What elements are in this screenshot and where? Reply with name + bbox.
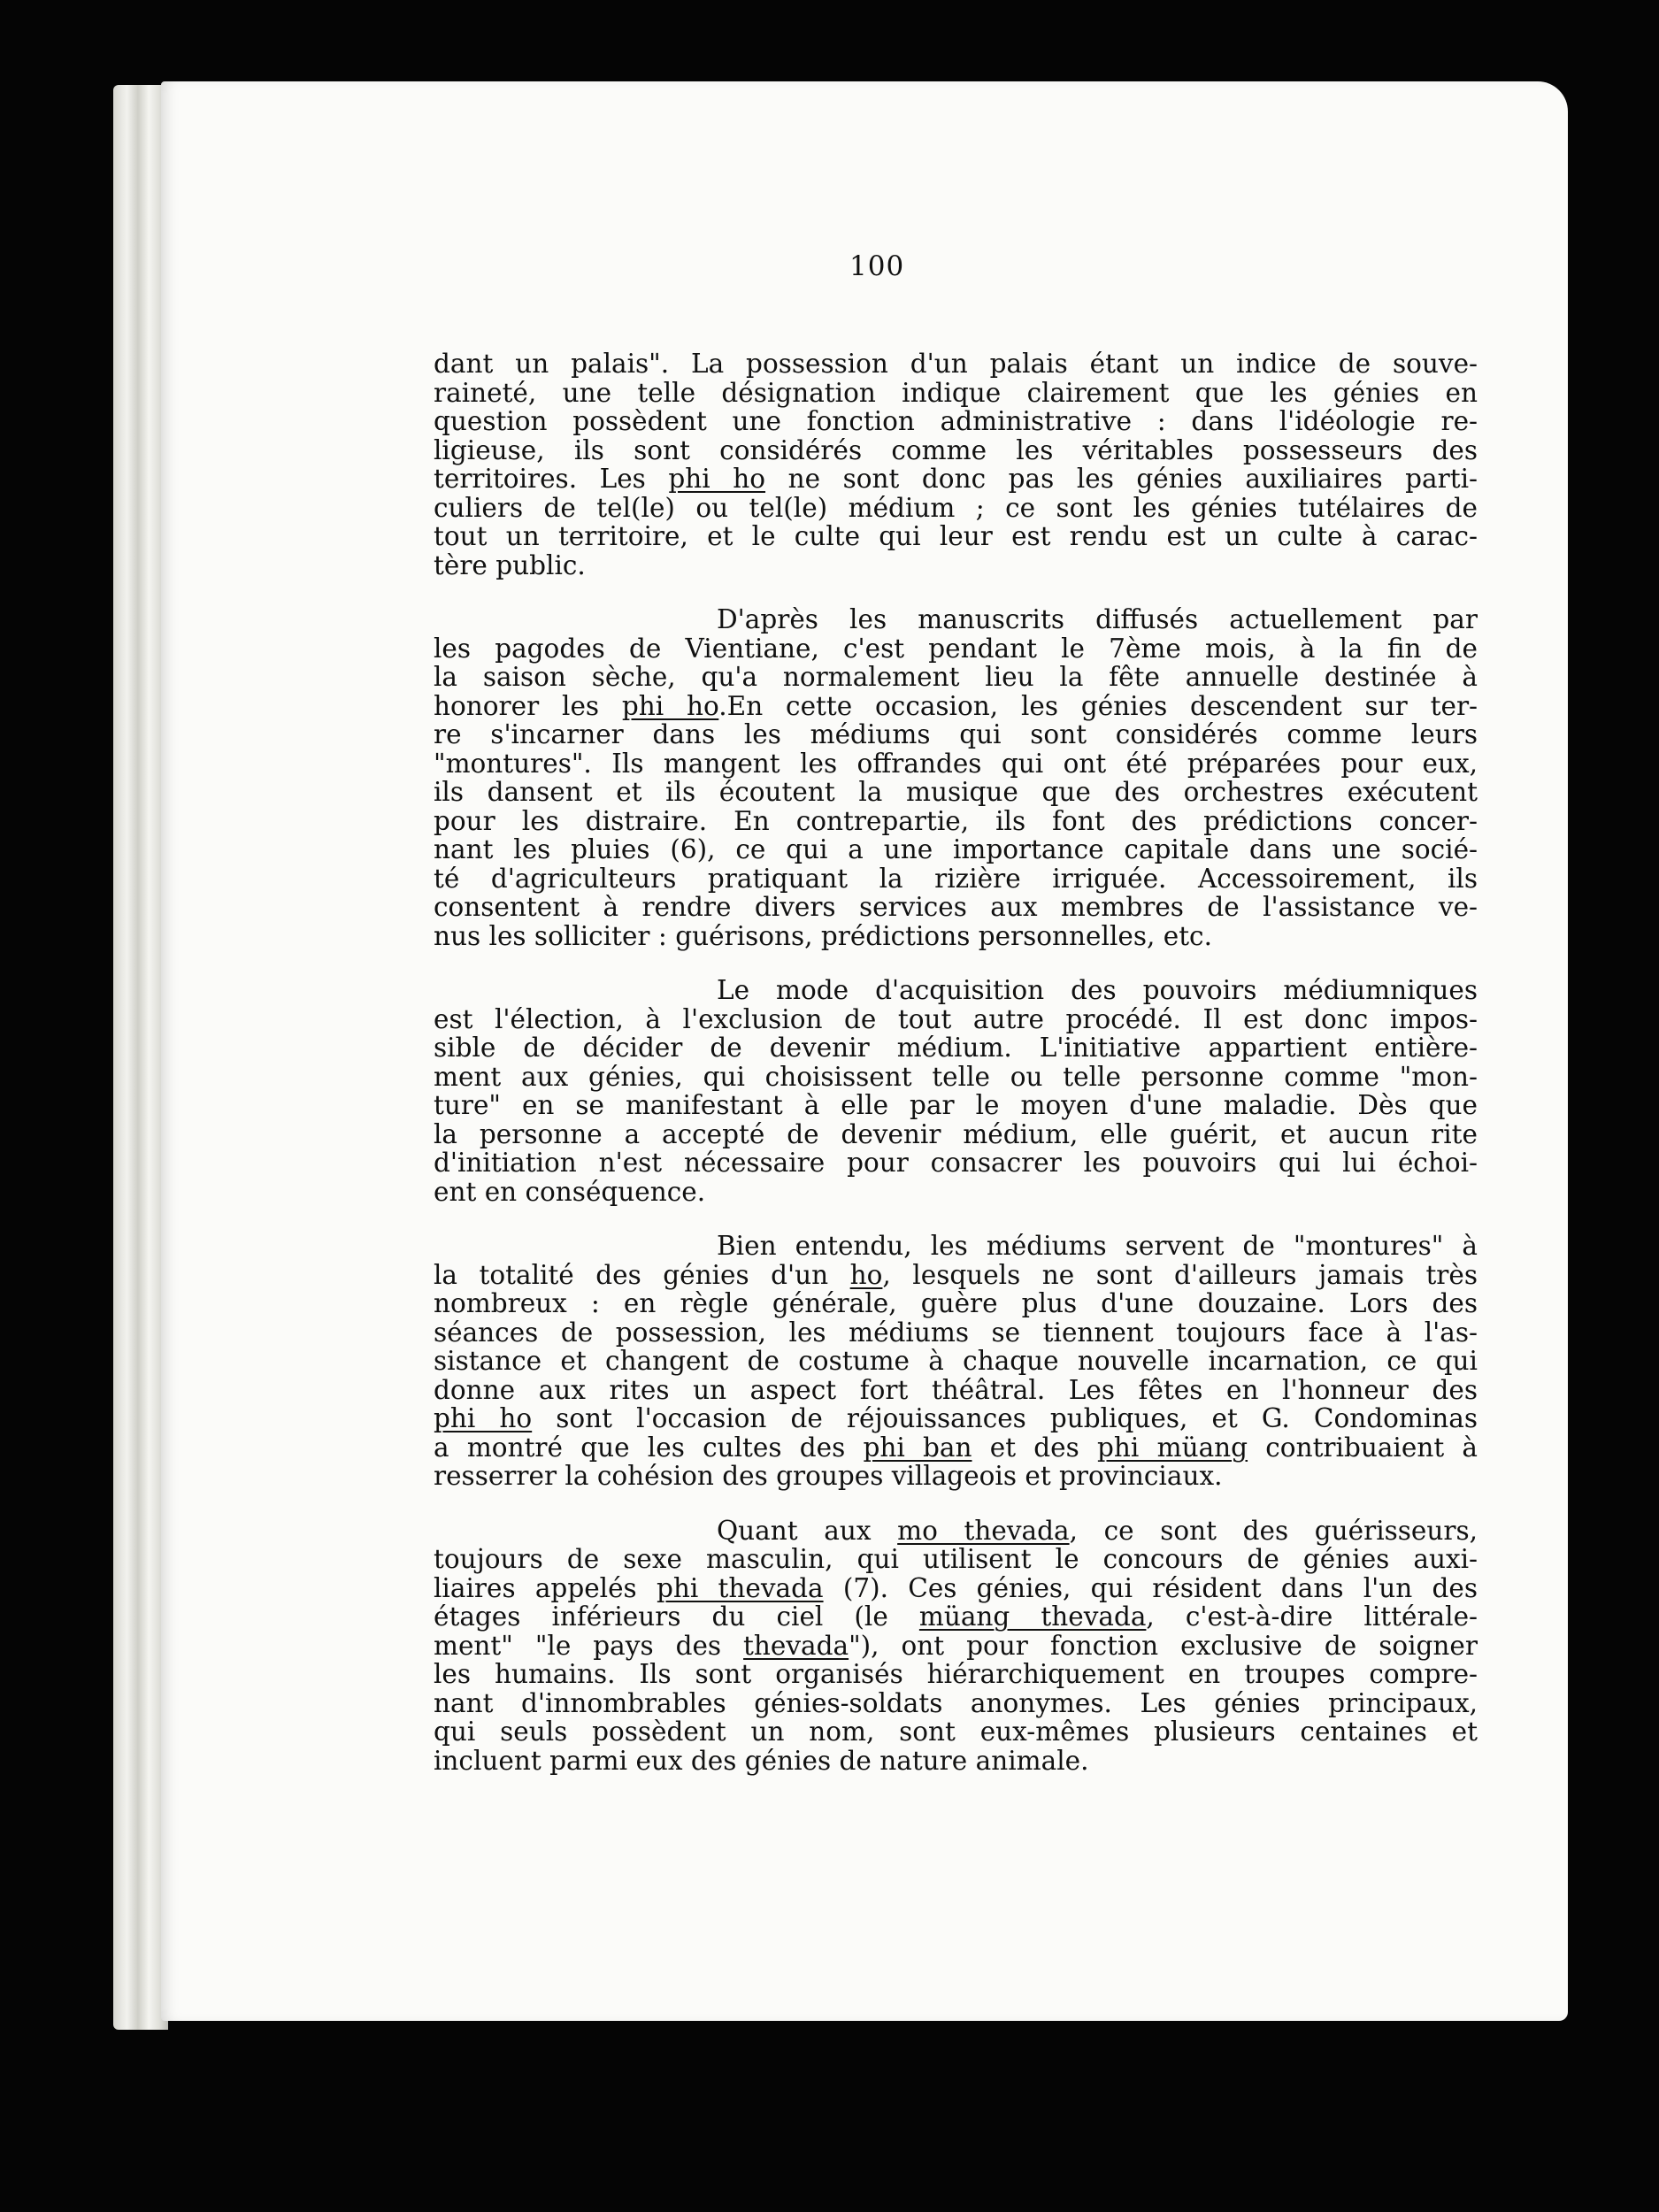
text-line: séances de possession, les médiums se tiennent toujours face à l'as-: [434, 1317, 1478, 1348]
text-line: nus les solliciter : guérisons, prédictions personnelles, etc.: [434, 920, 1212, 951]
text-line: toujours de sexe masculin, qui utilisent le concours de génies auxi-: [434, 1544, 1478, 1574]
page-number: 100: [849, 250, 905, 282]
text-line: ligieuse, ils sont considérés comme les véritables possesseurs des: [434, 434, 1478, 465]
text-line: honorer les phi ho.En cette occasion, les génies descendent sur ter-: [434, 690, 1479, 721]
text-line: tère public.: [434, 549, 586, 580]
text-line: resserrer la cohésion des groupes villageois et provinciaux.: [434, 1461, 1223, 1491]
text-line: donne aux rites un aspect fort théâtral. Les fêtes en l'honneur des: [434, 1374, 1478, 1405]
text-line: D'après les manuscrits diffusés actuellement par: [717, 604, 1478, 634]
text-line: Bien entendu, les médiums servent de "montures" à: [717, 1231, 1478, 1261]
text-line: qui seuls possèdent un nom, sont eux-mêmes plusieurs centaines et: [434, 1717, 1478, 1747]
underlined-term: phi thevada: [656, 1572, 824, 1603]
text-line: est l'élection, à l'exclusion de tout autre procédé. Il est donc impos-: [434, 1003, 1478, 1034]
underlined-term: phi ho: [668, 464, 766, 494]
underlined-term: mo thevada: [897, 1515, 1070, 1546]
text-line: territoires. Les phi ho ne sont donc pas les génies auxiliaires parti-: [434, 464, 1478, 494]
underlined-term: phi müang: [1097, 1432, 1248, 1463]
text-line: phi ho sont l'occasion de réjouissances publiques, et G. Condominas: [434, 1403, 1478, 1433]
paragraph: [434, 1517, 1478, 1776]
underlined-term: phi ho: [434, 1403, 533, 1433]
text-line: ent en conséquence.: [434, 1176, 706, 1207]
body-text: [434, 349, 1478, 1801]
text-line: Le mode d'acquisition des pouvoirs médiumniques: [717, 975, 1478, 1005]
text-line: sible de décider de devenir médium. L'initiative appartient entière-: [434, 1033, 1478, 1063]
paragraph: [434, 605, 1478, 950]
paragraph: [434, 1232, 1478, 1491]
paragraph: [434, 349, 1478, 580]
text-line: nombreux : en règle générale, guère plus d'une douzaine. Lors des: [434, 1288, 1478, 1318]
underlined-term: thevada: [743, 1630, 849, 1661]
book-page-edges: [113, 85, 168, 2030]
underlined-term: phi ho: [621, 690, 719, 721]
text-line: consentent à rendre divers services aux membres de l'assistance ve-: [434, 892, 1478, 922]
underlined-term: müang thevada: [918, 1601, 1147, 1632]
text-line: la personne a accepté de devenir médium, elle guérit, et aucun rite: [434, 1118, 1478, 1149]
text-line: dant un palais". La possession d'un palais étant un indice de souve-: [434, 349, 1478, 379]
underlined-term: phi ban: [863, 1432, 972, 1463]
text-line: raineté, une telle désignation indique clairement que les génies en: [434, 377, 1478, 408]
text-line: les humains. Ils sont organisés hiérarchiquement en troupes compre-: [434, 1659, 1478, 1689]
text-line: les pagodes de Vientiane, c'est pendant le 7ème mois, à la fin de: [434, 633, 1478, 664]
text-line: incluent parmi eux des génies de nature animale.: [434, 1745, 1089, 1776]
text-line: nant les pluies (6), ce qui a une importance capitale dans une socié-: [434, 834, 1478, 864]
text-line: sistance et changent de costume à chaque nouvelle incarnation, ce qui: [434, 1346, 1478, 1376]
text-line: nant d'innombrables génies-soldats anonymes. Les génies principaux,: [434, 1687, 1478, 1718]
text-line: la saison sèche, qu'a normalement lieu la fête annuelle destinée à: [434, 662, 1478, 692]
text-line: pour les distraire. En contrepartie, ils font des prédictions concer-: [434, 805, 1478, 836]
text-line: étages inférieurs du ciel (le müang thevada, c'est-à-dire littérale-: [434, 1601, 1478, 1632]
text-line: ment" "le pays des thevada"), ont pour fonction exclusive de soigner: [434, 1630, 1478, 1661]
text-line: d'initiation n'est nécessaire pour consacrer les pouvoirs qui lui échoi-: [434, 1148, 1478, 1178]
text-line: ture" en se manifestant à elle par le moyen d'une maladie. Dès que: [434, 1090, 1478, 1120]
text-line: la totalité des génies d'un ho, lesquels ne sont d'ailleurs jamais très: [434, 1259, 1479, 1290]
text-line: liaires appelés phi thevada (7). Ces génies, qui résident dans l'un des: [434, 1572, 1478, 1603]
text-line: té d'agriculteurs pratiquant la rizière irriguée. Accessoirement, ils: [434, 863, 1478, 894]
text-line: a montré que les cultes des phi ban et des phi müang contribuaient à: [434, 1432, 1479, 1463]
underlined-term: ho: [849, 1259, 883, 1290]
text-line: tout un territoire, et le culte qui leur est rendu est un culte à carac-: [434, 521, 1478, 551]
text-line: question possèdent une fonction administrative : dans l'idéologie re-: [434, 406, 1478, 436]
text-line: ment aux génies, qui choisissent telle ou telle personne comme "mon-: [434, 1061, 1478, 1092]
text-line: Quant aux mo thevada, ce sont des guérisseurs,: [717, 1515, 1478, 1546]
text-line: re s'incarner dans les médiums qui sont considérés comme leurs: [434, 719, 1478, 749]
text-line: culiers de tel(le) ou tel(le) médium ; ce sont les génies tutélaires de: [434, 492, 1478, 523]
text-line: "montures". Ils mangent les offrandes qui ont été préparées pour eux,: [434, 748, 1478, 779]
text-line: ils dansent et ils écoutent la musique que des orchestres exécutent: [434, 777, 1478, 807]
paragraph: [434, 976, 1478, 1206]
